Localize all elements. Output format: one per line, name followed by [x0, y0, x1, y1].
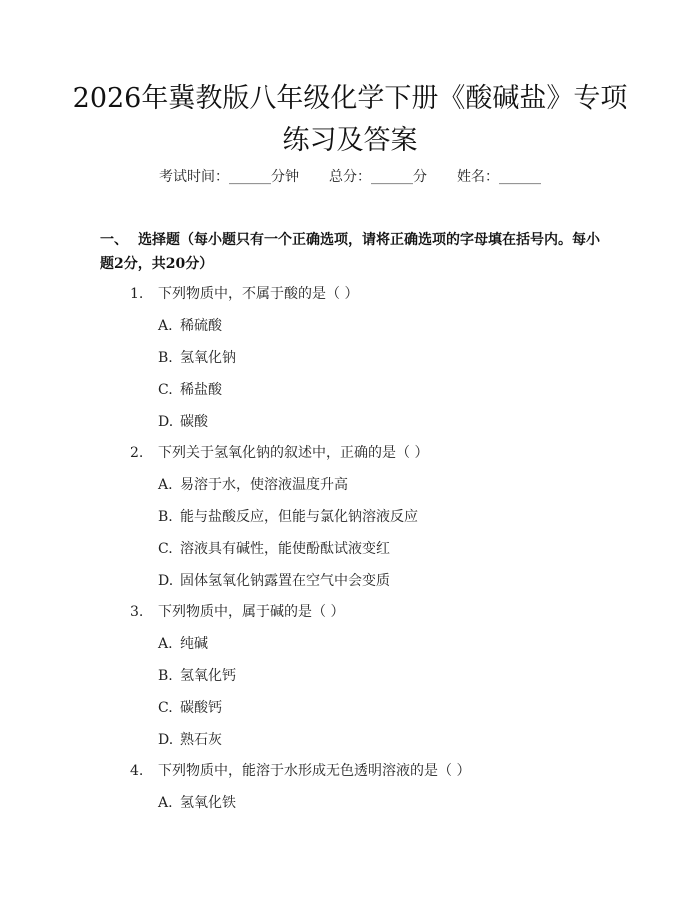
question-number: 2.	[130, 445, 144, 461]
option-text: 纯碱	[180, 636, 208, 652]
section-instructions: 选择题（每小题只有一个正确选项，请将正确选项的字母填在括号内。每小题2分，共20分）	[100, 232, 600, 272]
document-title: 2026年冀教版八年级化学下册《酸碱盐》专项练习及答案	[72, 83, 628, 156]
option-letter: A.	[158, 636, 173, 652]
question-1-option-d	[158, 411, 208, 431]
option-letter: C.	[158, 382, 173, 398]
question-text: 下列物质中，能溶于水形成无色透明溶液的是（ ）	[158, 763, 471, 779]
option-text: 能与盐酸反应，但能与氯化钠溶液反应	[180, 509, 418, 525]
question-text: 下列物质中，不属于酸的是（ ）	[158, 286, 359, 302]
question-number: 4.	[130, 763, 144, 779]
question-3-option-d	[158, 729, 222, 749]
question-text: 下列物质中，属于碱的是（ ）	[158, 604, 345, 620]
option-text: 氢氧化铁	[180, 795, 236, 811]
section-heading	[100, 228, 605, 276]
option-letter: A.	[158, 795, 173, 811]
option-text: 稀盐酸	[180, 382, 222, 398]
question-4	[130, 760, 470, 780]
option-letter: B.	[158, 668, 173, 684]
question-2-option-c	[158, 538, 390, 558]
question-text: 下列关于氢氧化钠的叙述中，正确的是（ ）	[158, 445, 429, 461]
question-2-option-b	[158, 506, 418, 526]
option-letter: D.	[158, 732, 174, 748]
question-2	[130, 442, 428, 462]
question-number: 1.	[130, 286, 144, 302]
option-text: 溶液具有碱性，能使酚酞试液变红	[180, 541, 390, 557]
option-letter: A.	[158, 318, 173, 334]
question-number: 3.	[130, 604, 144, 620]
question-1-option-a	[158, 315, 222, 335]
section-number: 一、	[100, 232, 128, 248]
question-3-option-b	[158, 665, 236, 685]
question-2-option-d	[158, 570, 390, 590]
exam-info-line	[0, 166, 700, 186]
option-letter: B.	[158, 509, 173, 525]
name-field: 姓名：______	[457, 169, 541, 185]
option-letter: A.	[158, 477, 173, 493]
question-3	[130, 601, 344, 621]
option-letter: C.	[158, 541, 173, 557]
option-text: 稀硫酸	[180, 318, 222, 334]
question-4-option-a	[158, 792, 236, 812]
option-letter: B.	[158, 350, 173, 366]
option-text: 碳酸钙	[180, 700, 222, 716]
option-text: 氢氧化钙	[180, 668, 236, 684]
exam-time-field: 考试时间：______分钟	[159, 169, 299, 185]
question-1	[130, 283, 358, 303]
question-3-option-a	[158, 633, 208, 653]
total-score-field: 总分：______分	[329, 169, 427, 185]
question-3-option-c	[158, 697, 222, 717]
option-text: 熟石灰	[180, 732, 222, 748]
option-letter: C.	[158, 700, 173, 716]
option-text: 易溶于水，使溶液温度升高	[180, 477, 348, 493]
option-text: 固体氢氧化钠露置在空气中会变质	[180, 573, 390, 589]
option-letter: D.	[158, 573, 174, 589]
question-2-option-a	[158, 474, 348, 494]
option-text: 氢氧化钠	[180, 350, 236, 366]
question-1-option-c	[158, 379, 222, 399]
question-1-option-b	[158, 347, 236, 367]
option-text: 碳酸	[180, 414, 208, 430]
option-letter: D.	[158, 414, 174, 430]
